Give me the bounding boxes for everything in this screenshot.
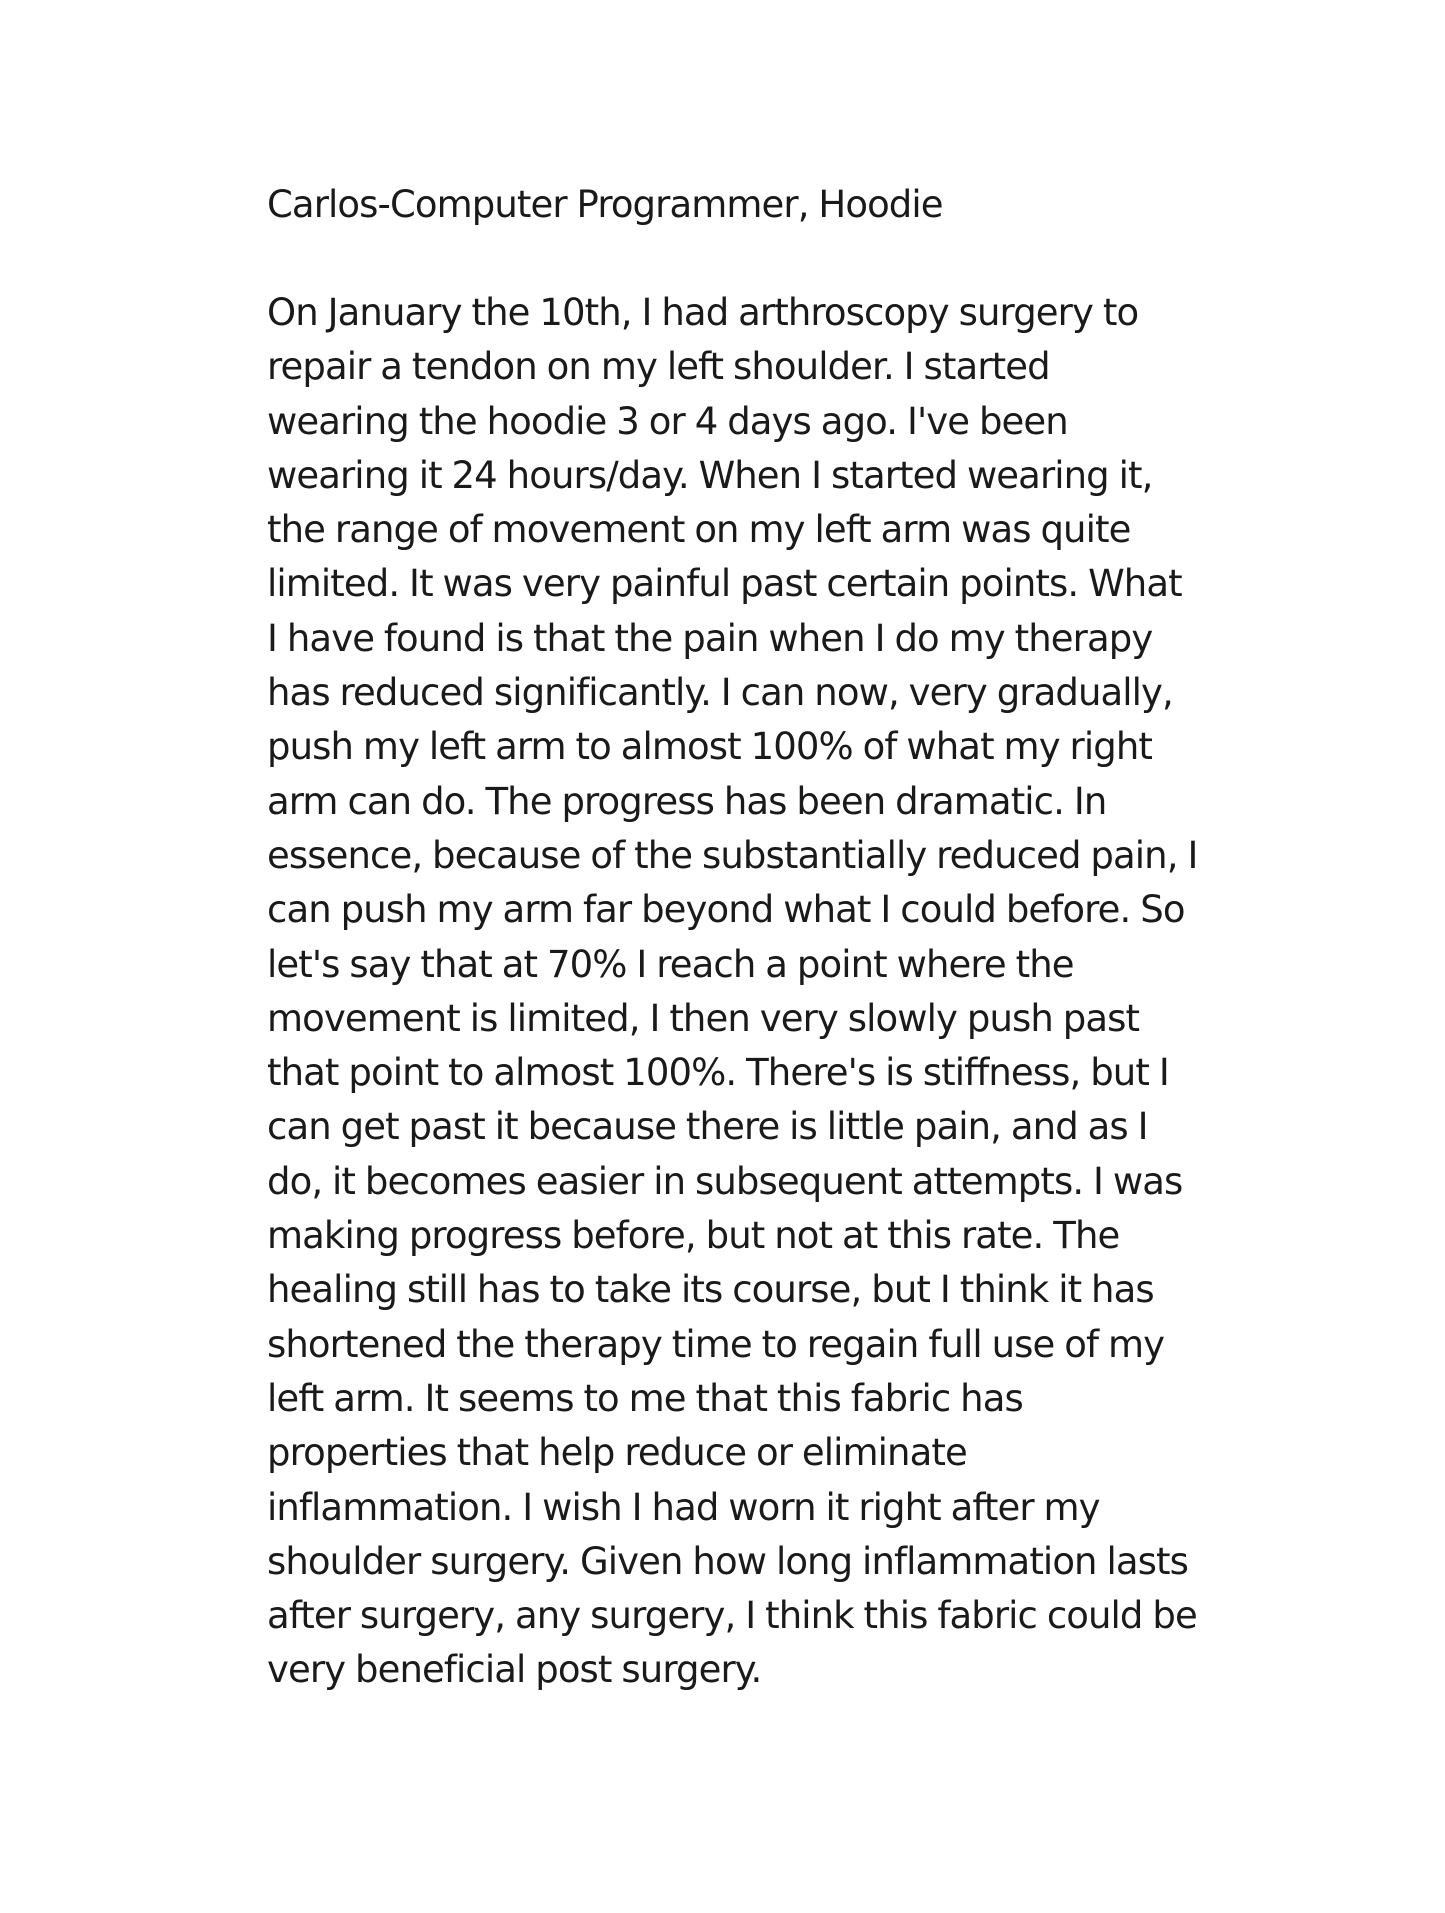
paragraph-line: let's say that at 70% I reach a point where the [267,942,1074,986]
paragraph-line: shortened the therapy time to regain full use of my [267,1322,1165,1366]
paragraph-line: movement is limited, I then very slowly push past [267,996,1140,1040]
paragraph-line: limited. It was very painful past certain points. What [267,562,1182,606]
paragraph-line: wearing the hoodie 3 or 4 days ago. I've been [267,399,1068,443]
paragraph-spacer [267,232,1227,286]
paragraph-line: healing still has to take its course, but I think it has [267,1268,1154,1312]
paragraph-line: after surgery, any surgery, I think this fabric could be [267,1594,1197,1638]
paragraph-line: inflammation. I wish I had worn it right after my [267,1485,1100,1529]
document-title: Carlos-Computer Programmer, Hoodie [267,183,943,226]
paragraph-line: can get past it because there is little pain, and as I [267,1105,1148,1149]
paragraph-line: repair a tendon on my left shoulder. I started [267,345,1050,389]
testimonial-paragraph [267,286,1227,1698]
paragraph-line: arm can do. The progress has been dramatic. In [267,779,1107,823]
paragraph-line: has reduced significantly. I can now, very gradually, [267,671,1173,715]
document-body [267,178,1227,1698]
paragraph-line: wearing it 24 hours/day. When I started wearing it, [267,453,1153,497]
paragraph-line: do, it becomes easier in subsequent attempts. I was [267,1159,1183,1203]
paragraph-line: properties that help reduce or eliminate [267,1431,967,1475]
paragraph-line: very beneficial post surgery. [267,1648,762,1692]
paragraph-line: essence, because of the substantially reduced pain, I [267,833,1198,877]
paragraph-line: that point to almost 100%. There's is stiffness, but I [267,1051,1169,1095]
paragraph-line: making progress before, but not at this rate. The [267,1214,1120,1258]
paragraph-line: On January the 10th, I had arthroscopy surgery to [267,291,1139,334]
paragraph-line: left arm. It seems to me that this fabric has [267,1376,1023,1420]
paragraph-line: I have found is that the pain when I do my therapy [267,616,1153,660]
paragraph-line: push my left arm to almost 100% of what my right [267,725,1152,769]
paragraph-line: can push my arm far beyond what I could before. So [267,888,1185,932]
paragraph-line: the range of movement on my left arm was quite [267,508,1131,552]
paragraph-line: shoulder surgery. Given how long inflammation lasts [267,1539,1188,1583]
